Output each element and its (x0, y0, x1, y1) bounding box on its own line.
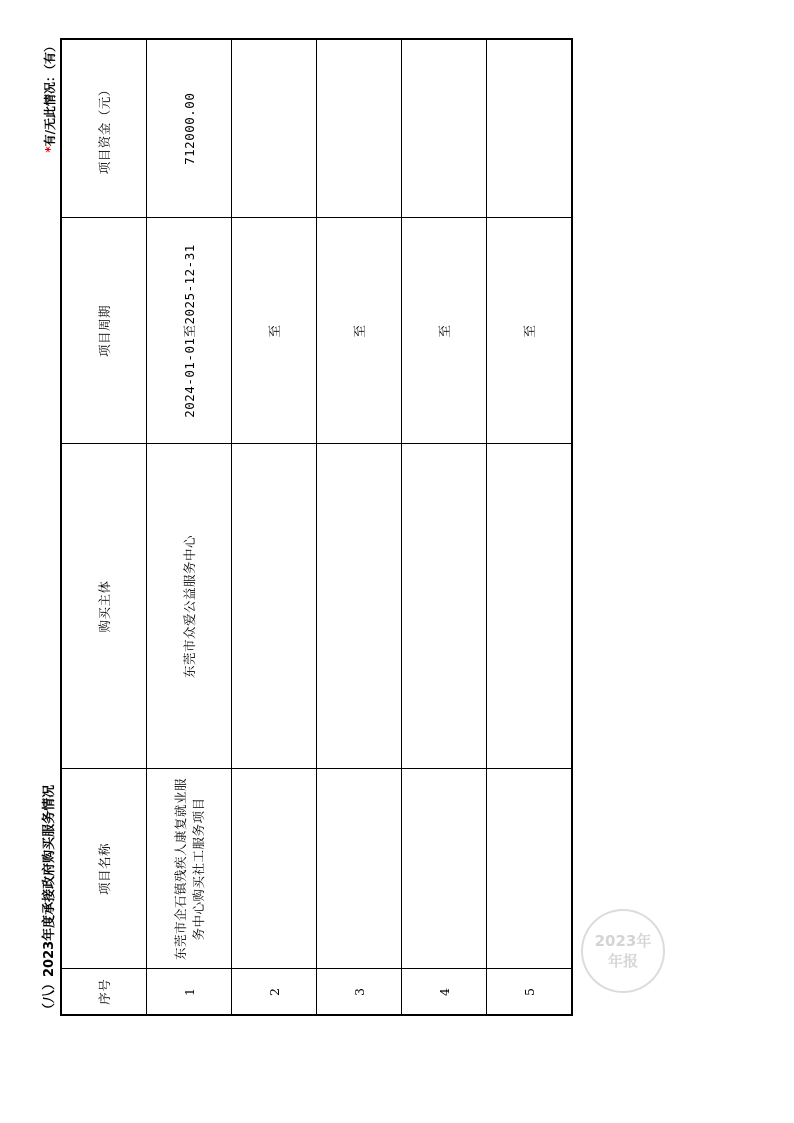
table-row (232, 39, 317, 1015)
table-header-row (61, 39, 147, 1015)
watermark-year: 2023年 (594, 932, 652, 950)
funds-cell (402, 39, 487, 218)
project-name-cell (487, 769, 573, 969)
situation-flag (40, 40, 60, 153)
period-cell: 至 (402, 218, 487, 444)
header-project-name: 项目名称 (61, 769, 147, 969)
report-page (40, 40, 540, 1016)
project-name-cell: 东莞市企石镇残疾人康复就业服务中心购买社工服务项目 (147, 769, 232, 969)
required-star: * (43, 146, 57, 153)
period-cell: 至 (487, 218, 573, 444)
watermark-label: 年报 (607, 952, 638, 970)
project-name-cell (402, 769, 487, 969)
buyer-cell: 东莞市众爱公益服务中心 (147, 444, 232, 769)
project-name-cell (317, 769, 402, 969)
header-funds: 项目资金（元） (61, 39, 147, 218)
buyer-cell (487, 444, 573, 769)
annual-report-watermark (581, 909, 665, 993)
period-cell: 至 (232, 218, 317, 444)
table-row (317, 39, 402, 1015)
row-index: 2 (232, 969, 317, 1015)
purchase-services-table (60, 38, 573, 1016)
row-index: 3 (317, 969, 402, 1015)
table-row (147, 39, 232, 1015)
table-row (487, 39, 573, 1015)
table-row (402, 39, 487, 1015)
funds-cell: 712000.00 (147, 39, 232, 218)
period-cell: 至 (317, 218, 402, 444)
buyer-cell (402, 444, 487, 769)
buyer-cell (232, 444, 317, 769)
row-index: 1 (147, 969, 232, 1015)
row-index: 5 (487, 969, 573, 1015)
funds-cell (317, 39, 402, 218)
period-cell: 2024-01-01至2025-12-31 (147, 218, 232, 444)
funds-cell (232, 39, 317, 218)
section-title: （八）2023年度承接政府购买服务情况 (42, 784, 57, 1016)
header-buyer: 购买主体 (61, 444, 147, 769)
funds-cell (487, 39, 573, 218)
project-name-cell (232, 769, 317, 969)
header-period: 项目周期 (61, 218, 147, 444)
situation-flag-text: 有/无此情况：（有） (43, 40, 57, 147)
buyer-cell (317, 444, 402, 769)
row-index: 4 (402, 969, 487, 1015)
header-index: 序号 (61, 969, 147, 1015)
